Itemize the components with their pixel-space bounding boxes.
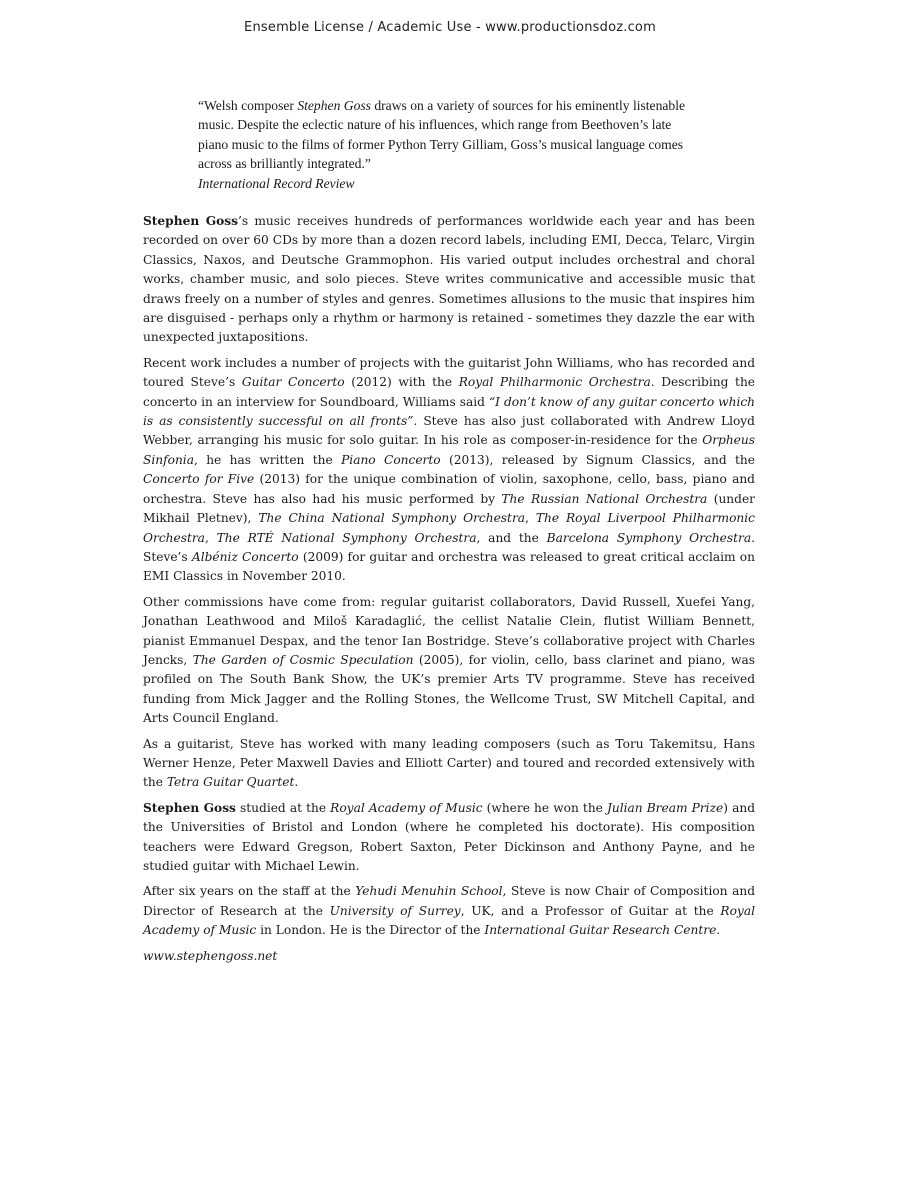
- quote-text: “Welsh composer Stephen Goss draws on a variety of sources for his eminently listenable music. Despite the eclectic nature of his influences, which range from Beethoven’s late piano music to the films of former Python Terry Gilliam, Goss’s musical language comes across as brilliantly integrated.”: [198, 98, 686, 172]
- license-header: Ensemble License / Academic Use - www.productionsdoz.com: [244, 20, 656, 35]
- bio-paragraph-2: Recent work includes a number of projects with the guitarist John Williams, who has recorded and toured Steve’s Guitar Concerto (2012) with the Royal Philharmonic Orchestra. Describing the concerto in an interview for Soundboard, Williams said “I don’t know of any guitar concerto which is as consistently successful on all fronts”. Steve has also just collaborated with Andrew Lloyd Webber, arranging his music for solo guitar. In his role as composer-in-residence for the Orpheus Sinfonia, he has written the Piano Concerto (2013), released by Signum Classics, and the Concerto for Five (2013) for the unique combination of violin, saxophone, cello, bass, piano and orchestra. Steve has also had his music performed by The Russian National Orchestra (under Mikhail Pletnev), The China National Symphony Orchestra, The Royal Liverpool Philharmonic Orchestra, The RTÉ National Symphony Orchestra, and the Barcelona Symphony Orchestra. Steve’s Albéniz Concerto (2009) for guitar and orchestra was released to great critical acclaim on EMI Classics in November 2010.: [143, 355, 756, 584]
- biography: [143, 212, 755, 966]
- quote-source: International Record Review: [198, 175, 355, 191]
- bio-paragraph-6: After six years on the staff at the Yehudi Menuhin School, Steve is now Chair of Composition and Director of Research at the University of Surrey, UK, and a Professor of Guitar at the Royal Academy of Music in London. He is the Director of the International Guitar Research Centre.: [143, 884, 755, 938]
- bio-paragraph-4: As a guitarist, Steve has worked with many leading composers (such as Toru Takemitsu, Hans Werner Henze, Peter Maxwell Davies and Elliott Carter) and toured and recorded extensively with the Tetra Guitar Quartet.: [143, 736, 755, 790]
- bio-paragraph-5: Stephen Goss studied at the Royal Academy of Music (where he won the Julian Bream Prize) and the Universities of Bristol and London (where he completed his doctorate). His composition teachers were Edward Gregson, Robert Saxton, Peter Dickinson and Anthony Payne, and he studied guitar with Michael Lewin.: [143, 800, 755, 873]
- review-quote: [198, 96, 698, 193]
- bio-paragraph-1: Stephen Goss’s music receives hundreds of performances worldwide each year and has been recorded on over 60 CDs by more than a dozen record labels, including EMI, Decca, Telarc, Virgin Classics, Naxos, and Deutsche Grammophon. His varied output includes orchestral and choral works, chamber music, and solo pieces. Steve writes communicative and accessible music that draws freely on a number of styles and genres. Sometimes allusions to the music that inspires him are disguised - perhaps only a rhythm or harmony is retained - sometimes they dazzle the ear with unexpected juxtapositions.: [143, 214, 755, 345]
- bio-paragraph-3: Other commissions have come from: regular guitarist collaborators, David Russell, Xuefei Yang, Jonathan Leathwood and Miloš Karadaglić, the cellist Natalie Clein, flutist William Bennett, pianist Emmanuel Despax, and the tenor Ian Bostridge. Steve’s collaborative project with Charles Jencks, The Garden of Cosmic Speculation (2005), for violin, cello, bass clarinet and piano, was profiled on The South Bank Show, the UK’s premier Arts TV programme. Steve has received funding from Mick Jagger and the Rolling Stones, the Wellcome Trust, SW Mitchell Capital, and Arts Council England.: [143, 594, 755, 726]
- website-link[interactable]: www.stephengoss.net: [143, 948, 278, 963]
